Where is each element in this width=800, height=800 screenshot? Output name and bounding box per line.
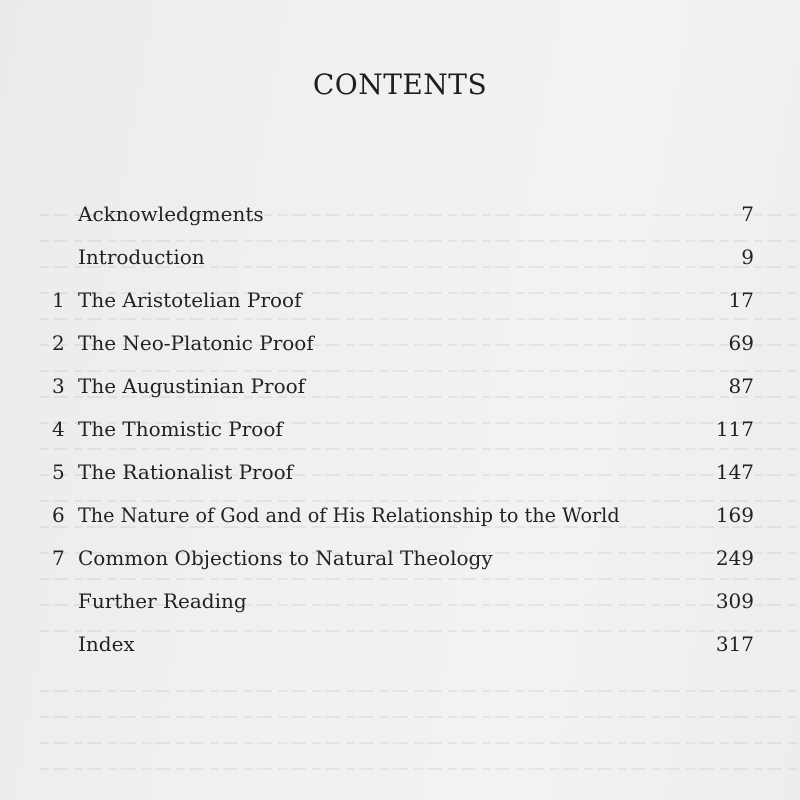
chapter-number: 5	[52, 460, 65, 484]
chapter-title: The Rationalist Proof	[78, 460, 294, 484]
page-number: 169	[715, 503, 754, 527]
chapter-title: Common Objections to Natural Theology	[78, 546, 493, 570]
table-of-contents	[0, 193, 800, 666]
chapter-title: Index	[78, 632, 135, 656]
chapter-title: The Thomistic Proof	[78, 417, 283, 441]
chapter-number: 6	[52, 503, 65, 527]
toc-entry	[0, 322, 800, 365]
page-number: 17	[728, 288, 754, 312]
chapter-title: The Aristotelian Proof	[78, 288, 302, 312]
chapter-number: 1	[52, 288, 65, 312]
chapter-number: 3	[52, 374, 65, 398]
toc-entry	[0, 580, 800, 623]
page-number: 69	[728, 331, 754, 355]
page-number: 117	[715, 417, 754, 441]
chapter-title: The Neo-Platonic Proof	[78, 331, 314, 355]
toc-entry	[0, 279, 800, 322]
page-number: 309	[715, 589, 754, 613]
chapter-title: Acknowledgments	[78, 202, 264, 226]
page-number: 249	[715, 546, 754, 570]
chapter-title: The Augustinian Proof	[78, 374, 306, 398]
toc-entry	[0, 537, 800, 580]
chapter-title: The Nature of God and of His Relationship to the World	[78, 504, 620, 527]
toc-entry	[0, 193, 800, 236]
page-number: 147	[715, 460, 754, 484]
toc-entry	[0, 236, 800, 279]
page-number: 317	[715, 632, 754, 656]
chapter-title: Introduction	[78, 245, 205, 269]
page-number: 87	[728, 374, 754, 398]
toc-entry	[0, 365, 800, 408]
page-number: 9	[741, 245, 754, 269]
chapter-number: 7	[52, 546, 65, 570]
toc-entry	[0, 623, 800, 666]
page-title: CONTENTS	[312, 68, 488, 101]
toc-entry	[0, 408, 800, 451]
page-number: 7	[741, 202, 754, 226]
chapter-number: 4	[52, 417, 65, 441]
chapter-number: 2	[52, 331, 65, 355]
toc-entry	[0, 451, 800, 494]
toc-entry	[0, 494, 800, 537]
chapter-title: Further Reading	[78, 589, 247, 613]
